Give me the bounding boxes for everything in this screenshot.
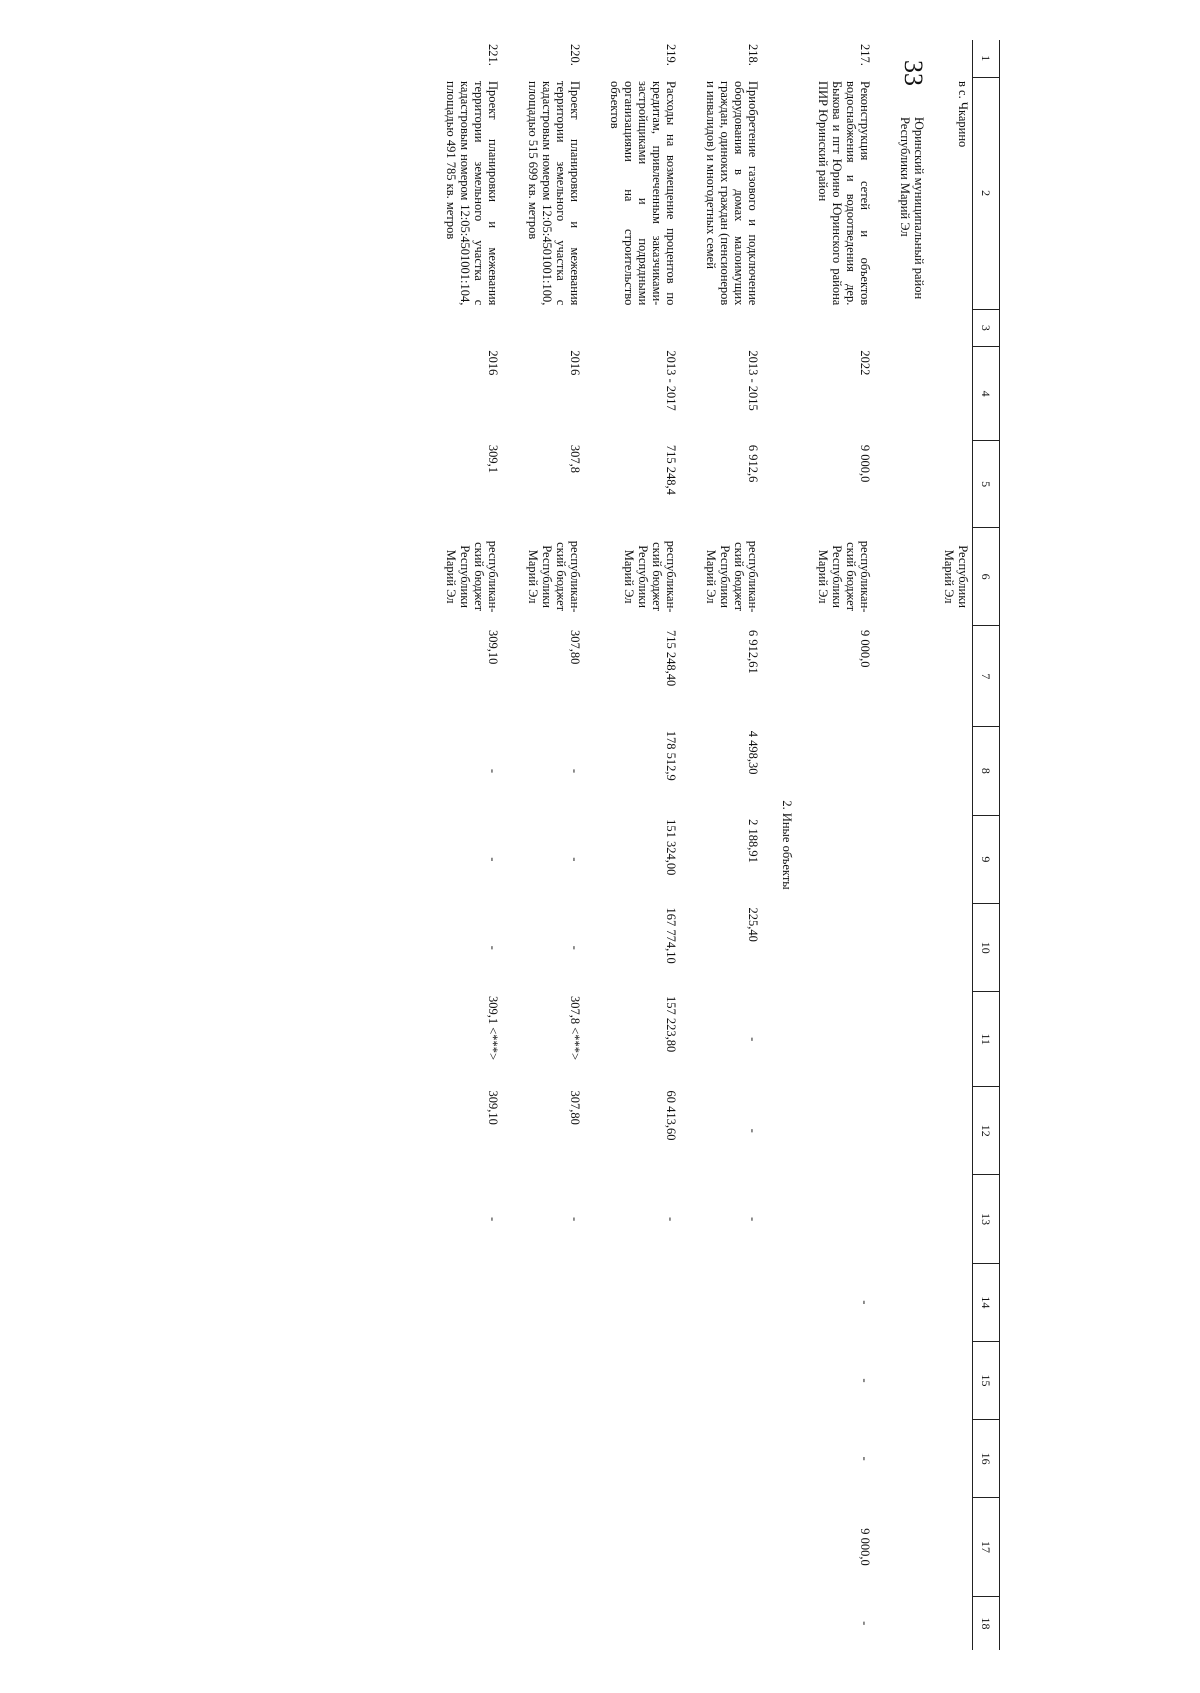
cell-value: 715 248,4 (664, 444, 678, 495)
cell-year: 2022 (858, 350, 872, 376)
cell-source: республикан-ский бюджет Республики Марий Эл (444, 540, 500, 613)
cell-value: 157 223,80 (664, 995, 678, 1053)
cell-value: 307,80 (568, 1090, 582, 1125)
cell-value: 9 000,0 (858, 1528, 872, 1566)
col-header: 17 (973, 1498, 1000, 1597)
cell-value: - (746, 1217, 760, 1222)
col-header: 6 (973, 527, 1000, 626)
col-header: 3 (973, 309, 1000, 346)
cell-source: Республики Марий Эл (942, 545, 970, 608)
cell-value: - (568, 945, 582, 950)
cell-value: - (486, 945, 500, 950)
cell-value: 6 912,61 (746, 629, 760, 674)
cell-source: республикан-ский бюджет Республики Марий Эл (816, 540, 872, 613)
cell-value: - (746, 1037, 760, 1042)
cell-value: - (858, 1456, 872, 1461)
col-header: 12 (973, 1087, 1000, 1175)
col-header: 11 (973, 992, 1000, 1087)
header-row (973, 40, 1000, 1650)
cell-no: 218. (746, 44, 760, 66)
cell-value: 178 512,9 (664, 730, 678, 781)
cell-value: - (568, 857, 582, 862)
col-header: 18 (973, 1596, 1000, 1650)
cell-value: 2 188,91 (746, 819, 760, 863)
col-header: 16 (973, 1420, 1000, 1498)
cell-value: 151 324,00 (664, 819, 678, 876)
cell-name: Расходы на возмещение процентов по кредитам, привлеченным заказчиками-застройщиками и подрядными организациями на строительство объектов (608, 81, 678, 306)
cell-source: республикан-ский бюджет Республики Марий Эл (526, 540, 582, 613)
col-header: 9 (973, 815, 1000, 903)
cell-value: - (746, 1128, 760, 1133)
cell-value: 6 912,6 (746, 444, 760, 483)
col-header: 7 (973, 626, 1000, 727)
cell-value: 715 248,40 (664, 629, 678, 687)
cell-value: 307,8 (568, 444, 582, 474)
cell-value: 309,1 <***> (486, 995, 500, 1061)
cell-year: 2016 (568, 350, 582, 376)
section-row (772, 40, 802, 1650)
cell-name: в с. Чкарино (956, 81, 970, 148)
cell-value: 9 000,0 (858, 444, 872, 483)
cell-value: 309,1 (486, 444, 500, 474)
table-row (430, 40, 512, 1650)
col-header: 1 (973, 40, 1000, 77)
table-row (928, 40, 973, 1650)
cell-value: - (486, 1217, 500, 1222)
col-header: 8 (973, 727, 1000, 815)
cell-name: Реконструкция сетей и объектов водоснабжения и водоотведения дер. Быкова и пгт Юрино Юринского района ПИР Юринский район (816, 81, 872, 306)
cell-value: 225,40 (746, 907, 760, 942)
cell-no: 220. (568, 44, 582, 66)
col-header: 5 (973, 441, 1000, 527)
cell-value: 309,10 (486, 629, 500, 665)
page-number: 33 (899, 60, 928, 86)
cell-value: 167 774,10 (664, 907, 678, 964)
cell-value: - (568, 1217, 582, 1222)
document-sheet (200, 40, 1000, 1650)
cell-value: 9 000,0 (858, 629, 872, 668)
cell-no: 219. (664, 44, 678, 66)
cell-value: - (858, 1300, 872, 1305)
section-title: 2. Иные объекты (780, 800, 794, 890)
cell-source: республикан-ский бюджет Республики Марий Эл (704, 540, 760, 613)
cell-value: - (568, 768, 582, 773)
cell-value: 307,8 <***> (568, 995, 582, 1061)
col-header: 14 (973, 1263, 1000, 1341)
col-header: 10 (973, 904, 1000, 992)
cell-year: 2013 - 2015 (746, 350, 760, 411)
cell-source: республикан-ский бюджет Республики Марий Эл (622, 540, 678, 613)
cell-name: Проект планировки и межевания территории земельного участка с кадастровым номером 12:05:4501001:104, площадью 491 785 кв. метров (444, 81, 500, 306)
cell-value: 307,80 (568, 629, 582, 665)
cell-value: - (858, 1621, 872, 1626)
col-header: 4 (973, 346, 1000, 441)
table-row (802, 40, 884, 1650)
program-table (430, 40, 1000, 1650)
cell-value: - (486, 857, 500, 862)
cell-no: 217. (858, 44, 872, 66)
district-row (884, 40, 928, 1650)
cell-value: - (858, 1378, 872, 1383)
cell-name: Приобретение газового и подключение оборудования в домах малоимущих граждан, одиноких граждан (пенсионеров и инвалидов) и многодетных семей (704, 81, 760, 306)
cell-year: 2013 - 2017 (664, 350, 678, 411)
district-label: Юринский муниципальный район Республики Марий Эл (898, 117, 926, 300)
table-row (512, 40, 594, 1650)
cell-name: Проект планировки и межевания территории земельного участка с кадастровым номером 12:05:4501001:100, площадью 515 699 кв. метров (526, 81, 582, 306)
col-header: 2 (973, 77, 1000, 309)
table-row (594, 40, 690, 1650)
cell-value: 4 498,30 (746, 730, 760, 775)
cell-value: - (486, 768, 500, 773)
cell-no: 221. (486, 44, 500, 66)
col-header: 15 (973, 1341, 1000, 1419)
col-header: 13 (973, 1175, 1000, 1263)
cell-value: 60 413,60 (664, 1090, 678, 1141)
cell-year: 2016 (486, 350, 500, 376)
cell-value: 309,10 (486, 1090, 500, 1125)
table-row (690, 40, 772, 1650)
cell-value: - (664, 1217, 678, 1222)
